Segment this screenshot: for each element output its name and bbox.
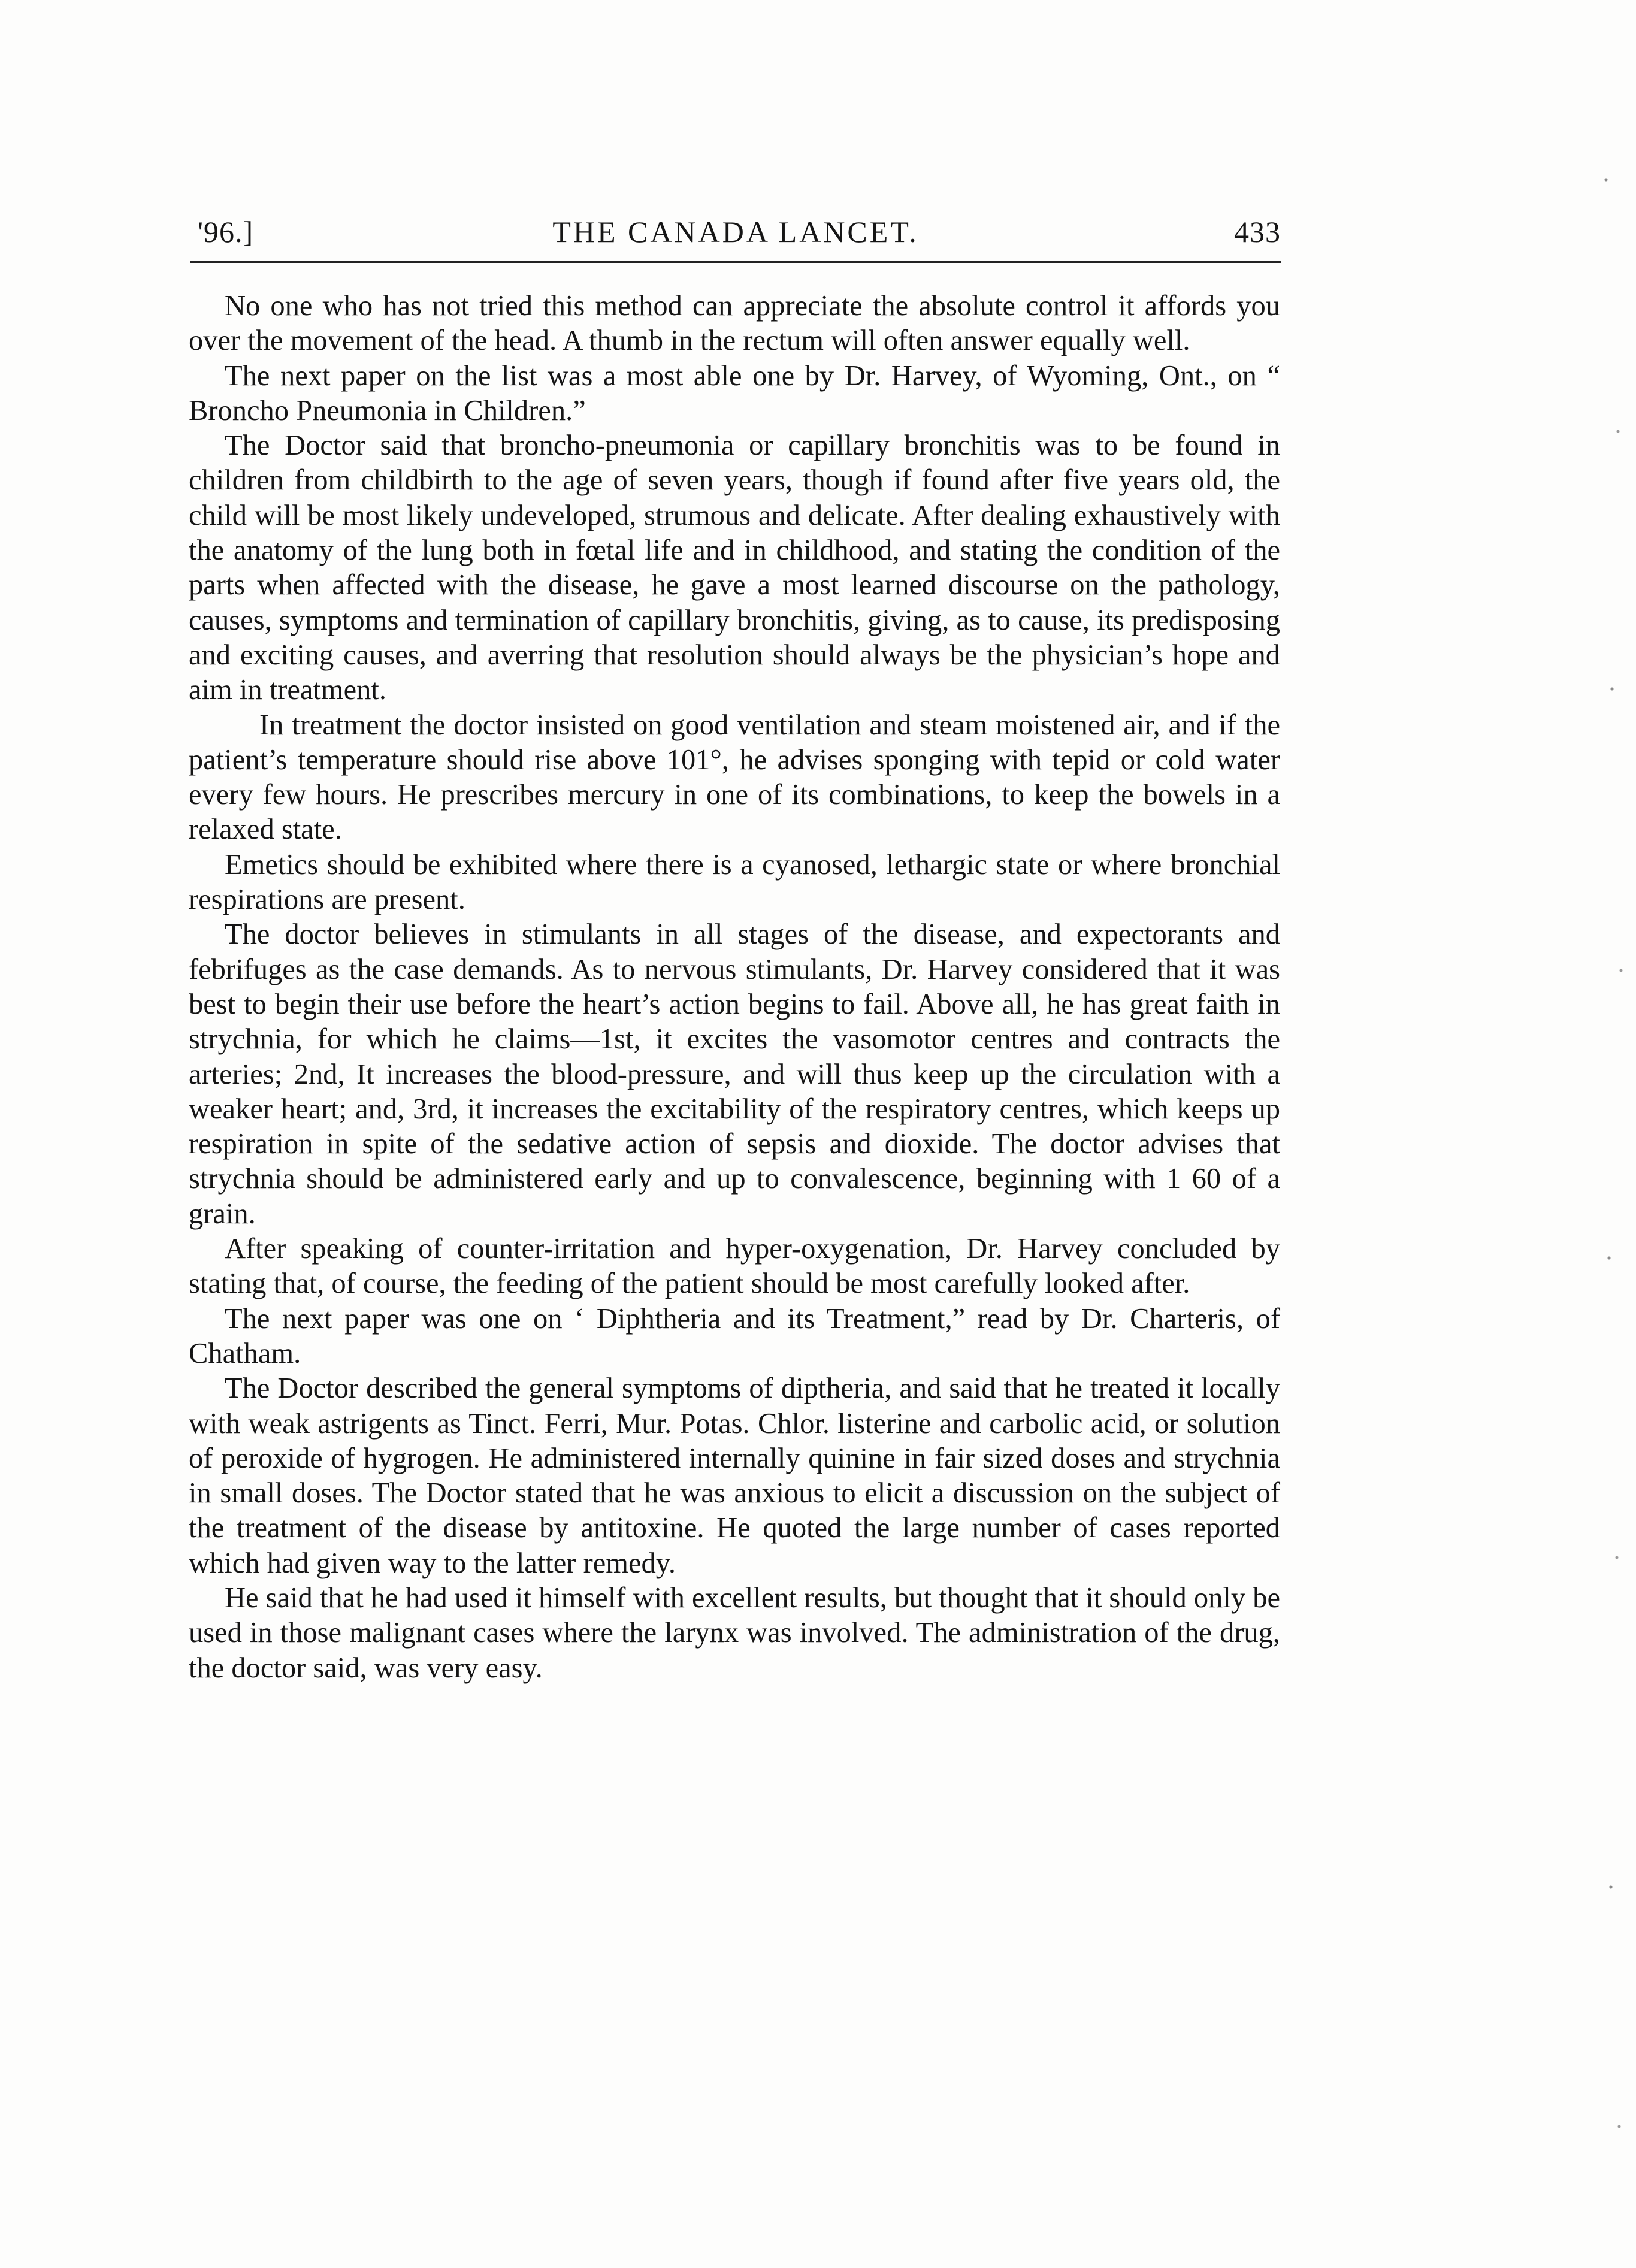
volume-marker: '96.] bbox=[198, 215, 254, 249]
paragraph-6: The doctor believes in stimulants in all stages of the disease, and expectorants and febrifuges as the case demands. As to nervous stimulants, Dr. Harvey considered that it was best to begin their use before the heart’s action begins to fail. Above all, he has great faith in strychnia, for which he claims—1st, it excites the vasomotor centres and contracts the arteries; 2nd, It increases the blood-pressure, and will thus keep up the circulation with a weaker heart; and, 3rd, it increases the excitability of the respiratory centres, which keeps up respiration in spite of the sedative action of sepsis and dioxide. The doctor advises that strychnia should be administered early and up to convalescence, beginning with 1 60 of a grain. bbox=[189, 918, 1280, 1230]
paragraph-3: The Doctor said that broncho-pneumonia or capillary bronchitis was to be found in children from childbirth to the age of seven years, though if found after five years old, the child will be most likely undeveloped, strumous and delicate. After dealing exhaustively with the anatomy of the lung both in fœtal life and in childhood, and stating the condition of the parts when affected with the disease, he gave a most learned discourse on the pathology, causes, symptoms and termination of capillary bronchitis, giving, as to cause, its predisposing and exciting causes, and averring that resolution should always be the physician’s hope and aim in treatment. bbox=[189, 430, 1280, 706]
paragraph-8: The next paper was one on ‘ Diphtheria and its Treatment,” read by Dr. Charteris, of Chatham. bbox=[189, 1302, 1280, 1369]
paragraph-2: The next paper on the list was a most able one by Dr. Harvey, of Wyoming, Ont., on “ Broncho Pneumonia in Children.” bbox=[189, 359, 1280, 427]
paragraph-7: After speaking of counter-irritation and hyper-oxygenation, Dr. Harvey concluded by stating that, of course, the feeding of the patient should be most carefully looked after. bbox=[189, 1233, 1280, 1300]
paragraph-9: The Doctor described the general symptoms of diptheria, and said that he treated it locally with weak astrigents as Tinct. Ferri, Mur. Potas. Chlor. listerine and carbolic acid, or solution of peroxide of hygrogen. He administered internally quinine in fair sized doses and strychnia in small doses. The Doctor stated that he was anxious to elicit a discussion on the subject of the treatment of the disease by antitoxine. He quoted the large number of cases reported which had given way to the latter remedy. bbox=[189, 1372, 1280, 1579]
paragraph-1: No one who has not tried this method can appreciate the absolute control it affords you over the movement of the head. A thumb in the rectum will often answer equally well. bbox=[189, 290, 1280, 357]
journal-title: THE CANADA LANCET. bbox=[552, 215, 919, 249]
paragraph-10: He said that he had used it himself with excellent results, but thought that it should only be used in those malignant cases where the larynx was involved. The administration of the drug, the doctor said, was very easy. bbox=[189, 1581, 1280, 1684]
paragraph-5: Emetics should be exhibited where there is a cyanosed, lethargic state or where bronchial respirations are present. bbox=[189, 848, 1280, 916]
page-edge-speckle bbox=[1588, 0, 1636, 2268]
running-header bbox=[190, 204, 1281, 258]
article-body bbox=[189, 289, 1280, 1686]
header-rule bbox=[190, 261, 1281, 263]
page-number: 433 bbox=[1234, 215, 1281, 249]
paragraph-4: In treatment the doctor insisted on good ventilation and steam moistened air, and if the patient’s temperature should rise above 101°, he advises sponging with tepid or cold water every few hours. He prescribes mercury in one of its combinations, to keep the bowels in a relaxed state. bbox=[189, 709, 1280, 846]
